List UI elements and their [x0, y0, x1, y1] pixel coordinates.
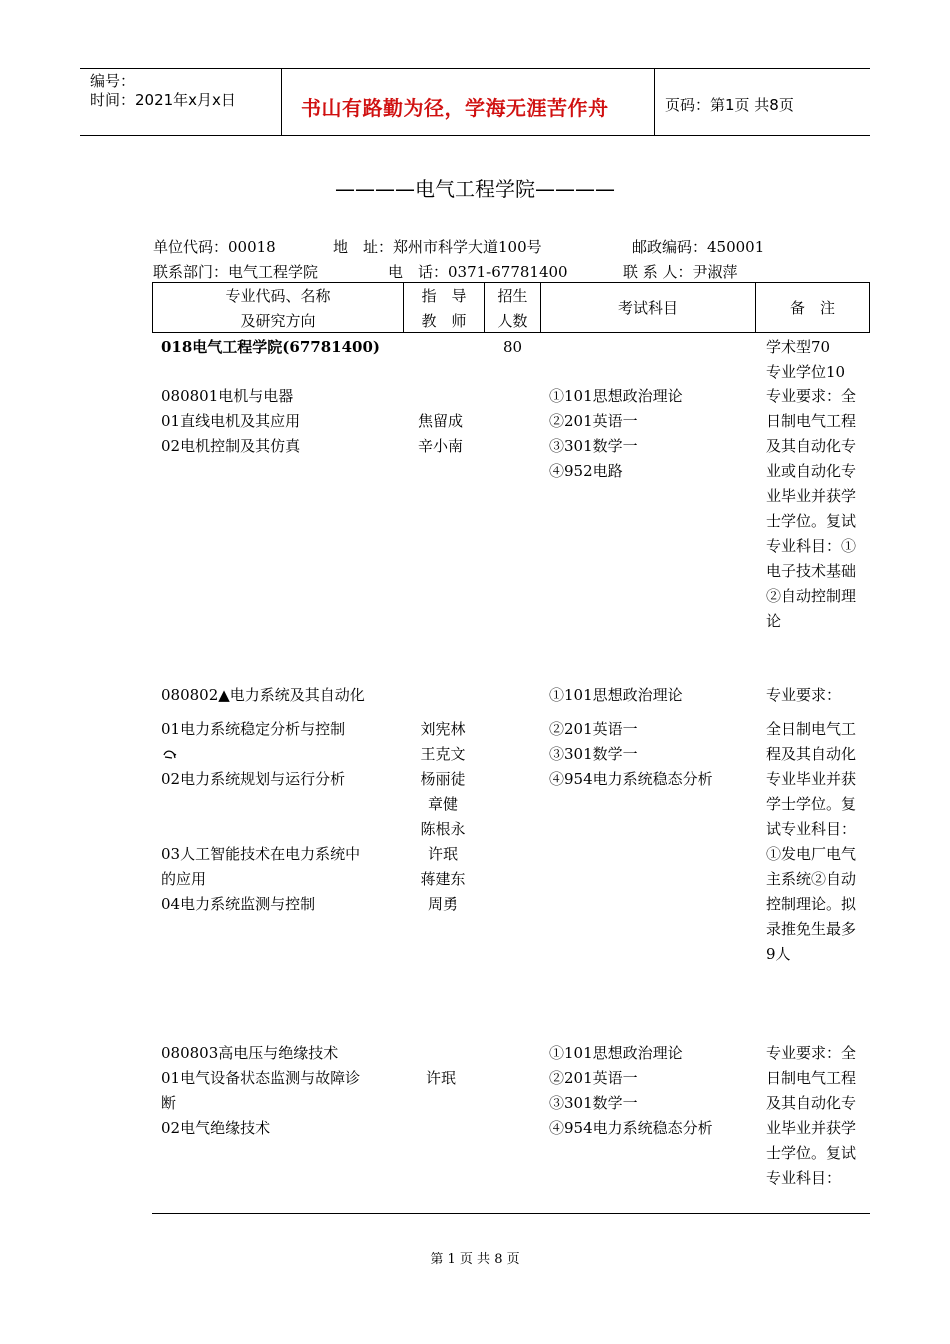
unit-postcode: 邮政编码：450001	[632, 238, 765, 256]
major2-teacher: 杨丽徒	[420, 770, 466, 788]
school-name: 018电气工程学院(67781400)	[161, 338, 381, 356]
major3-exam-2: ②201英语一	[549, 1069, 638, 1087]
unit-department: 联系部门：电气工程学院	[153, 263, 319, 281]
unit-contact: 联 系 人：尹淑萍	[623, 263, 738, 281]
header-page-info: 页码：第1页 共8页	[665, 96, 794, 114]
major2-direction-3-line2: 的应用	[161, 870, 207, 888]
unit-phone: 电 话：0371-67781400	[388, 263, 568, 281]
th-note: 备 注	[789, 299, 835, 317]
major3-exam-3: ③301数学一	[549, 1094, 638, 1112]
school-note-professional: 专业学位10	[766, 363, 846, 381]
major2-teacher: 许珉	[427, 845, 458, 863]
small-mark-icon	[162, 749, 178, 761]
major3-name: 080803高电压与绝缘技术	[161, 1044, 339, 1062]
major2-teacher: 章健	[427, 795, 458, 813]
header-slogan: 书山有路勤为径，学海无涯苦作舟	[301, 96, 609, 120]
major2-note: 全日制电气工程及其自动化专业毕业并获学士学位。复试专业科目：①发电厂电气主系统②自动控制理论。拟录推免生最多9人	[766, 720, 857, 963]
major1-name: 080801电机与电器	[161, 387, 294, 405]
major2-teacher: 刘宪林	[420, 720, 466, 738]
header-divider-1	[281, 68, 282, 136]
major3-direction-1-line1: 01电气设备状态监测与故障诊	[161, 1069, 361, 1087]
major1-teacher-1: 焦留成	[418, 412, 464, 430]
major1-exam-1: ①101思想政治理论	[549, 387, 683, 405]
major1-exam-3: ③301数学一	[549, 437, 638, 455]
major2-teacher-list	[404, 717, 482, 917]
header-top-border	[80, 68, 870, 69]
major2-teacher: 周勇	[427, 895, 458, 913]
th-major-line2: 及研究方向	[240, 312, 316, 330]
unit-code: 单位代码：00018	[153, 238, 276, 256]
page-footer: 第 1 页 共 8 页	[430, 1252, 520, 1267]
unit-address: 地 址：郑州市科学大道100号	[333, 238, 542, 256]
major3-teacher-1: 许珉	[426, 1069, 457, 1087]
th-teacher-line1: 指 导	[421, 287, 467, 305]
th-teacher-line2: 教 师	[421, 312, 467, 330]
major2-exam-2: ②201英语一	[549, 720, 638, 738]
major2-exam-4: ④954电力系统稳态分析	[549, 770, 713, 788]
major1-note: 专业要求：全日制电气工程及其自动化专业或自动化专业毕业并获学士学位。复试专业科目：①电子技术基础②自动控制理论	[766, 387, 857, 630]
major1-direction-2: 02电机控制及其仿真	[161, 437, 301, 455]
major3-exam-4: ④954电力系统稳态分析	[549, 1119, 713, 1137]
school-note-academic: 学术型70	[766, 338, 831, 356]
th-count-line1: 招生	[497, 287, 528, 305]
major3-note: 专业要求：全日制电气工程及其自动化专业毕业并获学士学位。复试专业科目：	[766, 1044, 857, 1187]
school-count: 80	[503, 338, 523, 356]
header-time-label: 时间：2021年x月x日	[90, 91, 236, 109]
major2-direction-3-line1: 03人工智能技术在电力系统中	[161, 845, 361, 863]
major3-direction-2: 02电气绝缘技术	[161, 1119, 271, 1137]
th-major-line1: 专业代码、名称	[225, 287, 331, 305]
major2-exam-3: ③301数学一	[549, 745, 638, 763]
major2-teacher: 王克文	[420, 745, 466, 763]
major1-exam-2: ②201英语一	[549, 412, 638, 430]
major1-exam-4: ④952电路	[549, 462, 623, 480]
major1-teacher-2: 辛小南	[418, 437, 464, 455]
header-number-label: 编号：	[90, 72, 136, 90]
page-title: ————电气工程学院————	[335, 177, 615, 201]
major2-exam-1: ①101思想政治理论	[549, 686, 683, 704]
major2-direction-2: 02电力系统规划与运行分析	[161, 770, 346, 788]
major2-teacher: 陈根永	[420, 820, 466, 838]
major1-direction-1: 01直线电机及其应用	[161, 412, 301, 430]
major2-name: 080802▲电力系统及其自动化	[161, 686, 365, 704]
header-bottom-border	[80, 135, 870, 136]
major2-teacher: 蒋建东	[420, 870, 466, 888]
major3-direction-1-line2: 断	[161, 1094, 177, 1112]
major2-direction-4: 04电力系统监测与控制	[161, 895, 316, 913]
major2-note-head: 专业要求：	[766, 686, 842, 704]
table-bottom-border	[152, 1213, 870, 1214]
th-exam: 考试科目	[617, 299, 678, 317]
th-count-line2: 人数	[497, 312, 528, 330]
header-divider-2	[654, 68, 655, 136]
major2-direction-1: 01电力系统稳定分析与控制	[161, 720, 346, 738]
major3-exam-1: ①101思想政治理论	[549, 1044, 683, 1062]
